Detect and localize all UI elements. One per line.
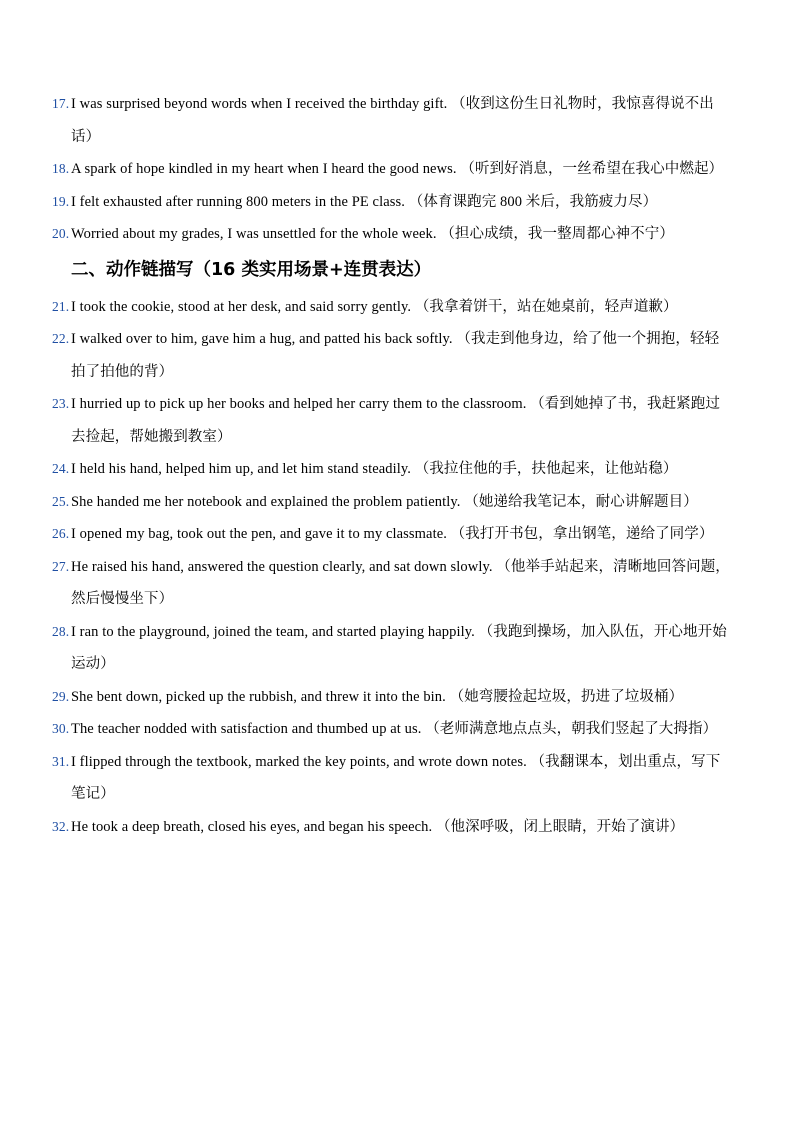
list-item bbox=[52, 746, 732, 811]
item-number: 20. bbox=[52, 226, 70, 241]
list-item bbox=[52, 681, 732, 714]
item-text: The teacher nodded with satisfaction and thumbed up at us. （老师满意地点点头，朝我们竖起了大拇指） bbox=[71, 721, 718, 737]
item-text: A spark of hope kindled in my heart when I heard the good news. （听到好消息，一丝希望在我心中燃起） bbox=[71, 161, 724, 177]
item-text: I hurried up to pick up her books and helped her carry them to the classroom. （看到她掉了书，我赶紧跑过去捡起，帮她搬到教室） bbox=[71, 396, 720, 445]
list-item bbox=[52, 291, 732, 324]
item-text: I held his hand, helped him up, and let him stand steadily. （我拉住他的手，扶他起来，让他站稳） bbox=[71, 461, 678, 477]
item-text: I ran to the playground, joined the team, and started playing happily. （我跑到操场，加入队伍，开心地开始运动） bbox=[71, 623, 727, 672]
list-item bbox=[52, 486, 732, 519]
item-number: 28. bbox=[52, 623, 70, 639]
item-text: I walked over to him, gave him a hug, and patted his back softly. （我走到他身边，给了他一个拥抱，轻轻拍了拍他的背） bbox=[71, 331, 720, 380]
list-item bbox=[52, 713, 732, 746]
item-number: 19. bbox=[52, 193, 70, 209]
item-number: 27. bbox=[52, 558, 70, 574]
item-number: 25. bbox=[52, 493, 70, 509]
list-item bbox=[52, 218, 732, 251]
item-number: 32. bbox=[52, 818, 70, 834]
sentence-list bbox=[52, 88, 732, 843]
list-item bbox=[52, 551, 732, 616]
item-number: 24. bbox=[52, 461, 70, 476]
item-text: He raised his hand, answered the question clearly, and sat down slowly. （他举手站起来，清晰地回答问题，然后慢慢坐下） bbox=[71, 558, 730, 607]
item-text: He took a deep breath, closed his eyes, and began his speech. （他深呼吸，闭上眼睛，开始了演讲） bbox=[71, 818, 685, 835]
list-item bbox=[52, 518, 732, 551]
item-text: I opened my bag, took out the pen, and gave it to my classmate. （我打开书包，拿出钢笔，递给了同学） bbox=[71, 526, 714, 542]
item-text: Worried about my grades, I was unsettled for the whole week. （担心成绩，我一整周都心神不宁） bbox=[71, 226, 674, 242]
item-text: I was surprised beyond words when I received the birthday gift. （收到这份生日礼物时，我惊喜得说不出话） bbox=[71, 96, 714, 145]
item-text: I took the cookie, stood at her desk, and said sorry gently. （我拿着饼干，站在她桌前，轻声道歉） bbox=[71, 298, 678, 315]
item-text: I felt exhausted after running 800 meters in the PE class. （体育课跑完 800 米后，我筋疲力尽） bbox=[71, 193, 658, 210]
item-number: 17. bbox=[52, 96, 70, 111]
list-item bbox=[52, 616, 732, 681]
list-item bbox=[52, 153, 732, 186]
item-number: 23. bbox=[52, 396, 70, 411]
list-item bbox=[52, 186, 732, 219]
item-number: 31. bbox=[52, 753, 70, 769]
item-number: 26. bbox=[52, 526, 70, 541]
item-text: I flipped through the textbook, marked the key points, and wrote down notes. （我翻课本，划出重点，写下笔记） bbox=[71, 753, 721, 802]
section-heading: 二、动作链描写（16 类实用场景+连贯表达） bbox=[71, 259, 432, 280]
item-number: 21. bbox=[52, 298, 70, 314]
list-item bbox=[52, 323, 732, 388]
list-item bbox=[52, 88, 732, 153]
item-number: 29. bbox=[52, 688, 70, 704]
list-item bbox=[52, 388, 732, 453]
item-number: 18. bbox=[52, 161, 70, 176]
list-item bbox=[52, 453, 732, 486]
item-text: She bent down, picked up the rubbish, and threw it into the bin. （她弯腰捡起垃圾，扔进了垃圾桶） bbox=[71, 688, 684, 705]
item-number: 30. bbox=[52, 721, 70, 736]
item-text: She handed me her notebook and explained the problem patiently. （她递给我笔记本，耐心讲解题目） bbox=[71, 493, 698, 510]
item-number: 22. bbox=[52, 331, 70, 346]
list-item bbox=[52, 811, 732, 844]
